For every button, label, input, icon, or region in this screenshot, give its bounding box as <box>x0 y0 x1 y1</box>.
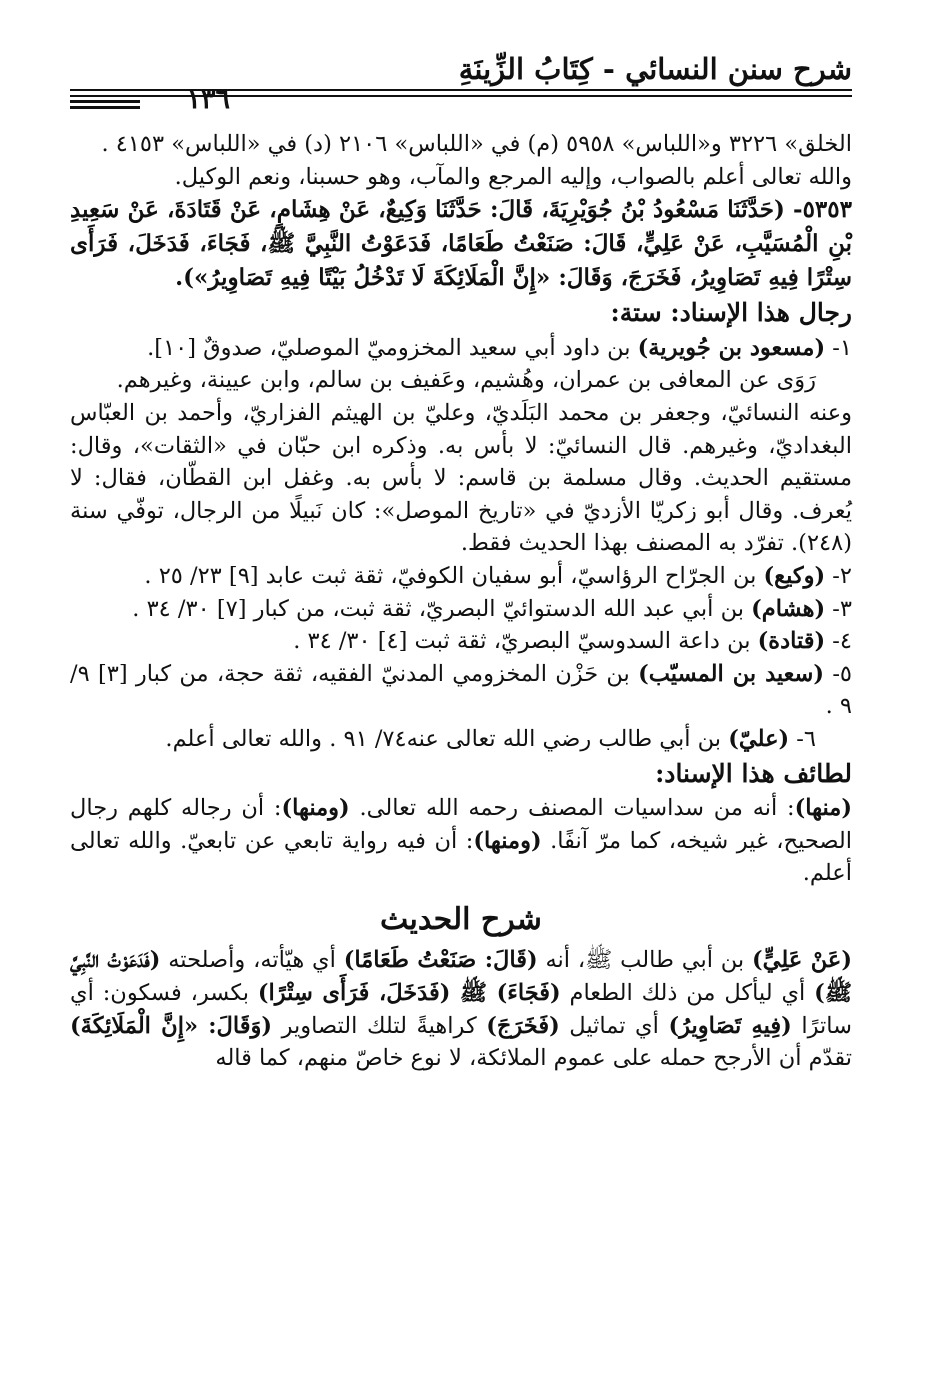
narrator-number: ٥- <box>832 660 853 687</box>
narrator-number: ٦- <box>796 725 816 752</box>
narrator-detail: رَوَى عن المعافى بن عمران، وهُشيم، وعَفيف بن سالم، وابن عيينة، وغيرهم. <box>116 367 816 394</box>
narrator-number: ٢- <box>832 562 852 589</box>
narrator-name: (مسعود بن جُويرية) <box>637 334 826 361</box>
narrator-info: بن داود أبي سعيد المخزوميّ الموصليّ، صدوقٌ [١٠]. <box>147 334 631 361</box>
narrator-info: بن الجرّاح الرؤاسيّ، أبو سفيان الكوفيّ، ثقة ثبت عابد [٩] ٢٣/ ٢٥ . <box>144 562 757 589</box>
quoted-phrase: (فَجَاءَ) ﷺ (فَدَخَلَ، فَرَأَى سِتْرًا) <box>257 980 561 1007</box>
narrator-entry <box>70 658 852 723</box>
lataif-text: : أن رجاله كلهم رجال الصحيح، غير شيخه، كما مرّ آنفًا. <box>70 795 852 854</box>
narrator-entry <box>70 723 852 756</box>
narrator-name: (وكيع) <box>763 562 826 589</box>
narrator-name: (هشام) <box>751 595 826 622</box>
page-number: ١٣٦ <box>186 84 230 115</box>
commentary: أي ليأكل من ذلك الطعام <box>560 980 815 1007</box>
book-page <box>70 0 852 1374</box>
lataif-paragraph <box>70 792 852 890</box>
commentary: بن أبي طالب ﷺ، أنه <box>537 947 753 974</box>
quoted-phrase: (وَقَالَ: «إِنَّ الْمَلَائِكَةَ) <box>70 1012 273 1039</box>
lataif-text: : أن فيه رواية تابعي عن تابعيّ. والله تعالى أعلم. <box>70 827 852 887</box>
intro-line: والله تعالى أعلم بالصواب، وإليه المرجع والمآب، وهو حسبنا، ونعم الوكيل. <box>174 163 852 190</box>
page-body <box>70 128 852 1075</box>
narrator-info: بن أبي طالب رضي الله تعالى عنه٧٤/ ٩١ . والله تعالى أعلم. <box>165 725 722 752</box>
quoted-phrase: (عَنْ عَلِيٍّ) <box>752 947 852 974</box>
narrator-number: ٣- <box>832 595 852 622</box>
narrator-name: (قتادة) <box>757 628 826 655</box>
page-number-block <box>70 82 230 122</box>
narrator-info: بن أبي عبد الله الدستوائيّ البصريّ، ثقة ثبت، من كبار [٧] ٣٠/ ٣٤ . <box>132 595 744 622</box>
commentary: كراهيةً لتلك التصاوير <box>272 1012 487 1039</box>
narrator-entry <box>70 560 852 593</box>
narrators-heading: رجال هذا الإسناد: ستة: <box>610 298 852 328</box>
hadith-text: ٥٣٥٣- (حَدَّثَنَا مَسْعُودُ بْنُ جُوَيْرِيَةَ، قَالَ: حَدَّثَنَا وَكِيعٌ، عَنْ هِشَامٍ، عَنْ قَتَادَةَ، عَنْ سَعِيدِ بْنِ الْمُسَيَّبِ، عَنْ عَلِيٍّ، قَالَ: صَنَعْتُ طَعَامًا، فَدَعَوْتُ النَّبِيَّ ﷺ، فَجَاءَ، فَدَخَلَ، فَرَأَى سِتْرًا فِيهِ تَصَاوِيرُ، فَخَرَجَ، وَقَالَ: «إِنَّ الْمَلَائِكَةَ لَا تَدْخُلُ بَيْتًا فِيهِ تَصَاوِيرُ»). <box>70 196 852 292</box>
sharh-title: شرح الحديث <box>380 901 542 937</box>
lataif-marker: (ومنها) <box>473 827 542 854</box>
quoted-phrase: (قَالَ: صَنَعْتُ طَعَامًا) <box>343 947 538 974</box>
commentary: تقدّم أن الأرجح حمله على عموم الملائكة، لا نوع خاصّ منهم، كما قاله <box>215 1045 852 1072</box>
narrator-entry <box>70 625 852 658</box>
intro-line: الخلق» ٣٢٢٦ و«اللباس» ٥٩٥٨ (م) في «اللباس» ٢١٠٦ (د) في «اللباس» ٤١٥٣ . <box>101 131 852 157</box>
narrator-detail: وعنه النسائيّ، وجعفر بن محمد البَلَديّ، وعليّ بن الهيثم الفزاريّ، وأحمد بن العبّاس البغداديّ، وغيرهم. قال النسائيّ: لا بأس به. وذكره ابن حبّان في «الثقات»، وقال: مستقيم الحديث. وقال مسلمة بن قاسم: لا بأس به. وغفل ابن القطّان، فقال: لا يُعرف. وقال أبو زكريّا الأزديّ في «تاريخ الموصل»: كان نَبيلًا من الرجال، توفّي سنة (٢٤٨). تفرّد به المصنف بهذا الحديث فقط. <box>70 399 852 557</box>
narrator-number: ١- <box>832 334 852 361</box>
lataif-heading: لطائف هذا الإسناد: <box>655 758 852 788</box>
narrator-info: بن حَزْن المخزومي المدنيّ الفقيه، ثقة حجة، من كبار [٣] ٩/ ٩ . <box>70 660 852 720</box>
narrator-number: ٤- <box>832 628 852 655</box>
lataif-marker: (منها) <box>794 795 853 822</box>
commentary: بكسر، فسكون: أي ساترًا <box>70 980 852 1039</box>
narrator-entry <box>70 332 852 365</box>
running-title: شرح سنن النسائي - كِتَابُ الزِّينَةِ <box>458 52 852 86</box>
quoted-phrase: (فَخَرَجَ) <box>486 1012 560 1039</box>
quoted-phrase: (فَدَعَوْتُ النَّبِيَّ ﷺ) <box>70 947 852 1007</box>
narrator-entry <box>70 593 852 626</box>
lataif-marker: (ومنها) <box>281 795 350 822</box>
page-number-rule <box>70 100 140 103</box>
page-number-rule <box>70 106 140 109</box>
narrator-info: بن داعة السدوسيّ البصريّ، ثقة ثبت [٤] ٣٠/ ٣٤ . <box>293 628 751 655</box>
commentary: أي هيّأته، وأصلحته <box>160 947 344 974</box>
lataif-text: : أنه من سداسيات المصنف رحمه الله تعالى. <box>359 795 795 822</box>
sharh-paragraph <box>70 944 852 1074</box>
commentary: أي تماثيل <box>559 1012 669 1039</box>
quoted-phrase: (فِيهِ تَصَاوِيرُ) <box>668 1012 792 1039</box>
narrator-name: (سعيد بن المسيّب) <box>638 660 825 687</box>
narrator-name: (عليّ) <box>728 725 790 752</box>
